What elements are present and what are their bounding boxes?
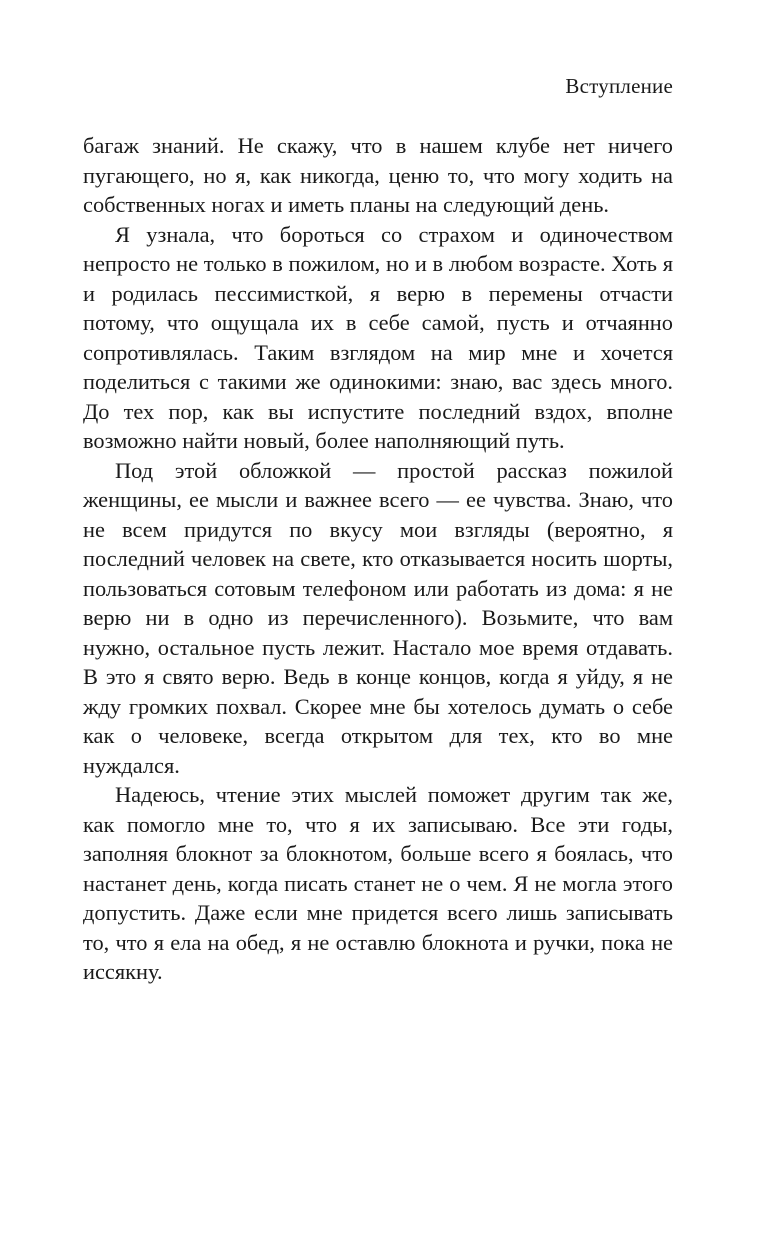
paragraph-continued: багаж знаний. Не скажу, что в нашем клубе нет ничего пугающего, но я, как никогда, ценю то, что могу ходить на собственных ногах и иметь планы на следующий день. [83,133,673,217]
paragraph: Под этой обложкой — простой рассказ пожилой женщины, ее мысли и важнее всего — ее чувства. Знаю, что не всем придутся по вкусу мои взгляды (вероятно, я последний человек на свете, кто отказывается носить шорты, пользоваться сотовым телефоном или работать из дома: я не верю ни в одно из перечисленного). Возьмите, что вам нужно, остальное пусть лежит. Настало мое время отдавать. В это я свято верю. Ведь в конце концов, когда я уйду, я не жду громких похвал. Скорее мне бы хотелось думать о себе как о человеке, всегда открытом для тех, кто во мне нуждался. [83,457,673,778]
paragraph: Надеюсь, чтение этих мыслей поможет другим так же, как помогло мне то, что я их записываю. Все эти годы, заполняя блокнот за блокнотом, больше всего я боялась, что настанет день, когда писать станет не о чем. Я не могла этого допустить. Даже если мне придется всего лишь записывать то, что я ела на обед, я не оставлю блокнота и ручки, пока не иссякну. [83,782,673,984]
running-head-title: Вступление [565,74,673,98]
body-text [83,131,673,987]
paragraph: Я узнала, что бороться со страхом и одиночеством непросто не только в пожилом, но и в любом возрасте. Хоть я и родилась пессимисткой, я верю в перемены отчасти потому, что ощущала их в себе самой, пусть и отчаянно сопротивлялась. Таким взглядом на мир мне и хочется поделиться с такими же одинокими: знаю, вас здесь много. До тех пор, как вы испустите последний вздох, вполне возможно найти новый, более наполняющий путь. [83,221,673,453]
